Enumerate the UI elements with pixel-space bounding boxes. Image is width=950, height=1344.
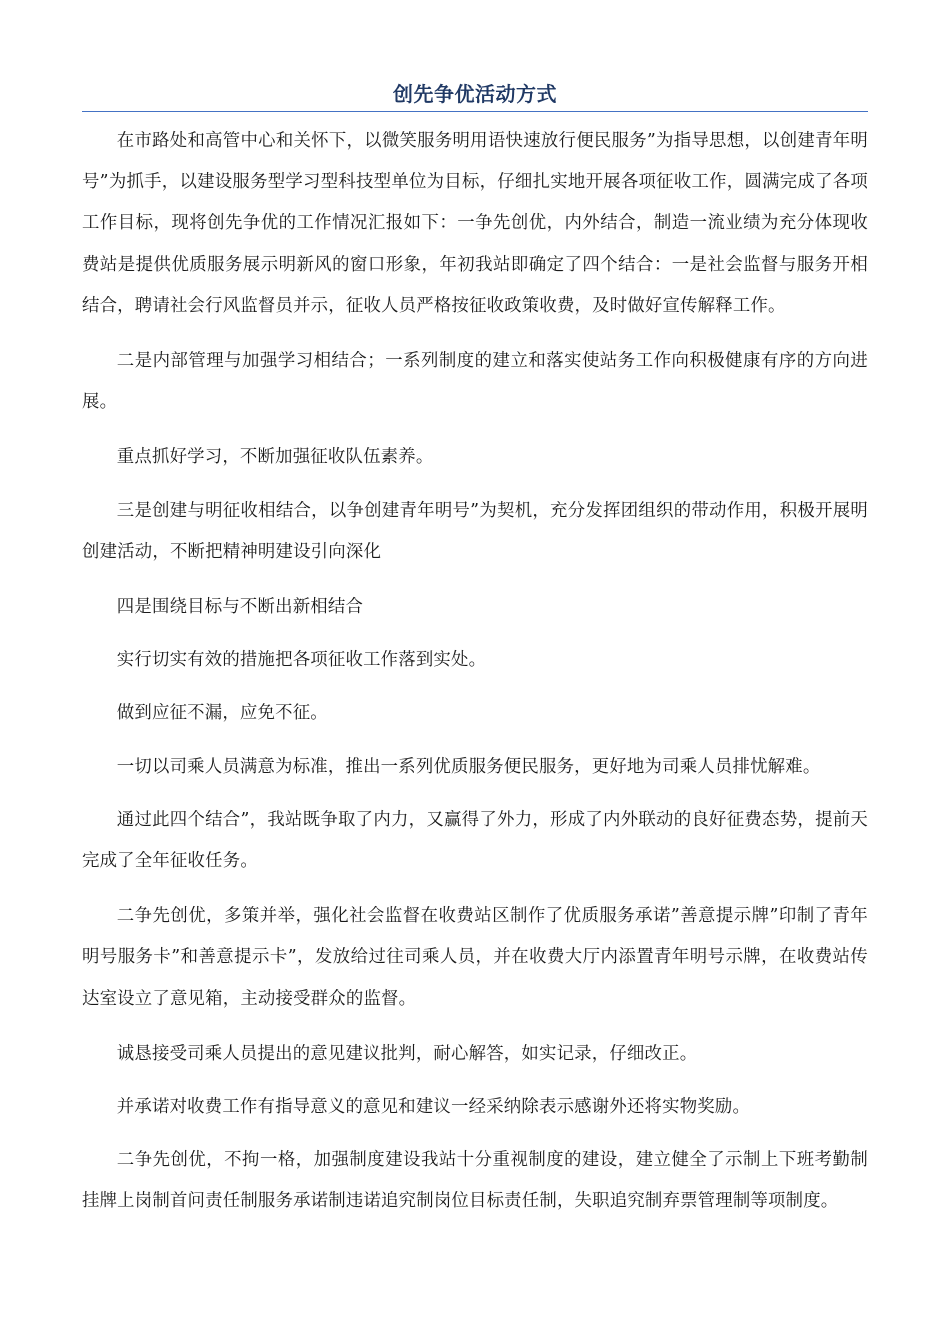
paragraph-13: 二争先创优，不拘一格，加强制度建设我站十分重视制度的建设，建立健全了示制上下班考勤制挂牌上岗制首问责任制服务承诺制违诺追究制岗位目标责任制，失职追究制弃票管理制等项制度。: [82, 1150, 868, 1212]
paragraph-3: 重点抓好学习，不断加强征收队伍素养。: [116, 447, 434, 468]
paragraph-2: 二是内部管理与加强学习相结合；一系列制度的建立和落实使站务工作向积极健康有序的方向进展。: [82, 351, 868, 413]
paragraph-6: 实行切实有效的措施把各项征收工作落到实处。: [116, 650, 487, 671]
paragraph-10: 二争先创优，多策并举，强化社会监督在收费站区制作了优质服务承诺”善意提示牌”印制了青年明号服务卡”和善意提示卡”，发放给过往司乘人员，并在收费大厅内添置青年明号示牌，在收费站传达室设立了意见箱，主动接受群众的监督。: [82, 906, 868, 1009]
paragraph-5: 四是围绕目标与不断出新相结合: [116, 597, 364, 618]
document-title: 创先争优活动方式: [82, 78, 868, 112]
paragraph-1: 在市路处和高管中心和关怀下，以微笑服务明用语快速放行便民服务”为指导思想，以创建青年明号”为抓手，以建设服务型学习型科技型单位为目标，仔细扎实地开展各项征收工作，圆满完成了各项工作目标，现将创先争优的工作情况汇报如下：一争先创优，内外结合，制造一流业绩为充分体现收费站是提供优质服务展示明新风的窗口形象，年初我站即确定了四个结合：一是社会监督与服务开相结合，聘请社会行风监督员并示，征收人员严格按征收政策收费，及时做好宣传解释工作。: [82, 131, 868, 316]
document-body: [82, 121, 868, 1223]
paragraph-9: 通过此四个结合”，我站既争取了内力，又赢得了外力，形成了内外联动的良好征费态势，提前天完成了全年征收任务。: [82, 809, 868, 872]
paragraph-11: 诚恳接受司乘人员提出的意见建议批判，耐心解答，如实记录，仔细改正。: [116, 1043, 698, 1064]
paragraph-4: 三是创建与明征收相结合，以争创建青年明号”为契机，充分发挥团组织的带动作用，积极开展明创建活动，不断把精神明建设引向深化: [82, 500, 868, 562]
paragraph-7: 做到应征不漏，应免不征。: [116, 703, 328, 724]
paragraph-8: 一切以司乘人员满意为标准，推出一系列优质服务便民服务，更好地为司乘人员排忧解难。: [116, 756, 821, 777]
paragraph-12: 并承诺对收费工作有指导意义的意见和建议一经采纳除表示感谢外还将实物奖励。: [116, 1097, 751, 1118]
document-page: [82, 78, 868, 1237]
